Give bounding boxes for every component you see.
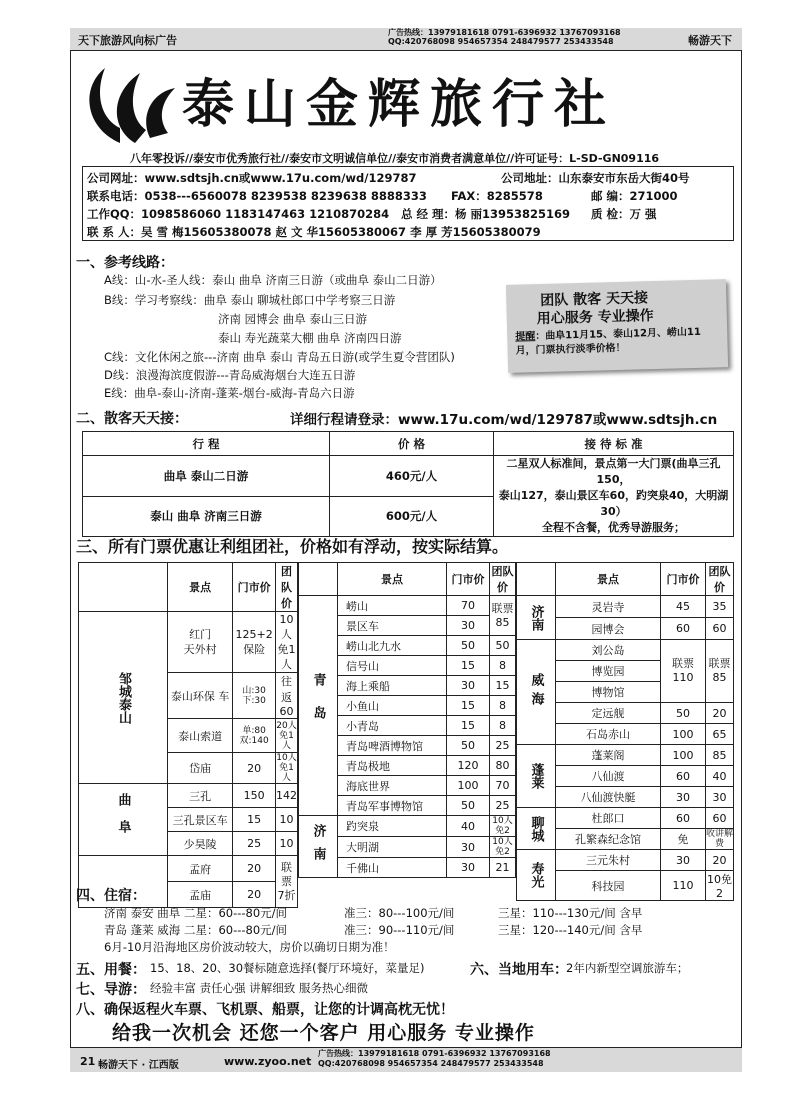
tl-name-6: 少昊陵 xyxy=(168,832,233,856)
region-penglai-label: 蓬莱 xyxy=(528,763,544,789)
magazine-name: 畅游天下 · 江西版 xyxy=(98,1060,179,1071)
tm-name-4: 海上乘船 xyxy=(338,676,447,696)
tr-price-2: 联票 110 xyxy=(661,640,706,703)
tr-name-5: 定远舰 xyxy=(556,703,661,724)
tm-hd-group: 团队价 xyxy=(490,563,516,596)
section7-heading: 七、导游： xyxy=(76,982,146,998)
tr-name-13: 科技园 xyxy=(556,871,661,901)
tl-name-7: 孟府 xyxy=(168,856,233,882)
tr-price-13: 110 xyxy=(661,871,706,901)
tr-group-10: 60 xyxy=(706,808,734,829)
tr-price-8: 60 xyxy=(661,766,706,787)
region-zou-tai-label: 邹城泰山 xyxy=(116,671,131,724)
accreditation-line: 八年零投诉//泰安市优秀旅行社//泰安市文明诚信单位//泰安市消费者满意单位//许可证号：L-SD-GN09116 xyxy=(130,152,660,165)
tr-group-9: 30 xyxy=(706,787,734,808)
company-fax: FAX：8285578 xyxy=(451,189,543,203)
region-jinan2 xyxy=(517,596,556,640)
lodging-2a: 青岛 蓬莱 威海 二星：60---80元/间 xyxy=(104,923,288,937)
region-qufu xyxy=(79,784,168,856)
tr-price-10: 60 xyxy=(661,808,706,829)
top-banner-left: 天下旅游风向标广告 xyxy=(78,34,177,47)
tr-name-0: 灵岩寺 xyxy=(556,596,661,618)
company-qc: 质 检：万 强 xyxy=(591,207,657,221)
tm-group-13: 21 xyxy=(490,858,516,878)
region-shouguang-label: 寿光 xyxy=(528,862,544,888)
tm-price-0: 70 xyxy=(447,596,490,616)
tr-price-1: 60 xyxy=(661,618,706,640)
company-manager: 总 经 理：杨 丽13953825169 xyxy=(401,207,571,221)
tl-price-1: 山:30 下:30 xyxy=(233,673,276,719)
tr-group-11: 收讲解费 xyxy=(706,829,734,849)
top-ad-line2: QQ:420768098 954657354 248479577 253433548 xyxy=(388,37,614,46)
tm-name-3: 信号山 xyxy=(338,656,447,676)
tm-name-2: 崂山北九水 xyxy=(338,636,447,656)
t1-header-trip: 行 程 xyxy=(83,432,330,456)
tour-price-table xyxy=(82,431,734,537)
tr-name-6: 石岛赤山 xyxy=(556,724,661,745)
tl-price-8: 20 xyxy=(233,882,276,908)
company-info-box xyxy=(82,166,734,241)
tr-group-8: 40 xyxy=(706,766,734,787)
region-liaocheng-label: 聊城 xyxy=(528,815,544,842)
section6-heading: 六、当地用车： xyxy=(470,962,568,978)
route-c: C线：文化休闲之旅---济南 曲阜 泰山 青岛五日游(或学生夏令营团队) xyxy=(104,350,455,364)
tr-group-12: 20 xyxy=(706,850,734,871)
tm-group-7: 25 xyxy=(490,736,516,756)
bottom-ad-line1: 广告热线：13979181618 0791-6396932 13767093168 xyxy=(318,1049,551,1058)
tl-hd-price: 门市价 xyxy=(233,563,276,612)
t1-price-1: 460元/人 xyxy=(330,456,494,497)
tr-name-9: 八仙渡快艇 xyxy=(556,787,661,808)
top-banner xyxy=(70,28,742,50)
promo-tip-text: ：曲阜11月15、泰山12月、崂山11月，门票执行淡季价格！ xyxy=(515,326,702,357)
section4-heading: 四、住宿： xyxy=(76,888,146,904)
region-qufu-label: 曲阜 xyxy=(115,792,131,847)
promo-box xyxy=(506,279,728,373)
route-e: E线：曲阜-泰山-济南-蓬莱-烟台-威海-青岛六日游 xyxy=(104,386,355,400)
tr-price-6: 100 xyxy=(661,724,706,745)
region-weihai-label: 威海 xyxy=(528,673,544,711)
region-jinan xyxy=(299,816,338,878)
vehicle-text: 2年内新型空调旅游车； xyxy=(566,961,689,975)
tm-hd-region xyxy=(299,563,338,596)
t1-standard-line1: 二星双人标准间，景点第一大门票(曲阜三孔150， xyxy=(506,457,721,486)
tm-name-11: 趵突泉 xyxy=(338,816,447,837)
tm-price-12: 30 xyxy=(447,837,490,858)
footer-url[interactable]: www.zyoo.net xyxy=(224,1055,312,1068)
route-a: A线：山-水-圣人线：泰山 曲阜 济南三日游（或曲阜 泰山二日游） xyxy=(104,273,442,287)
tr-name-8: 八仙渡 xyxy=(556,766,661,787)
tr-name-12: 三元朱村 xyxy=(556,850,661,871)
tr-name-4: 博物馆 xyxy=(556,682,661,703)
tm-group-6: 8 xyxy=(490,716,516,736)
tl-price-3: 20 xyxy=(233,753,276,784)
page-number: 21 xyxy=(80,1055,96,1068)
company-website: 公司网址：www.sdtsjh.cn或www.17u.com/wd/129787 xyxy=(87,171,417,185)
t1-trip-1: 曲阜 泰山二日游 xyxy=(83,456,330,497)
tm-name-8: 青岛极地 xyxy=(338,756,447,776)
tm-hd-name: 景点 xyxy=(338,563,447,596)
tm-group-9: 70 xyxy=(490,776,516,796)
t1-standard-line2: 泰山127，泰山景区车60，趵突泉40，大明湖30） xyxy=(498,489,729,518)
tr-price-7: 100 xyxy=(661,745,706,766)
tm-hd-price: 门市价 xyxy=(447,563,490,596)
tl-hd-group: 团队价 xyxy=(276,563,298,612)
tr-price-11: 免 xyxy=(661,829,706,850)
lodging-note: 6月-10月沿海地区房价波动较大，房价以确切日期为准！ xyxy=(104,940,395,954)
tm-price-13: 30 xyxy=(447,858,490,878)
lodging-2c: 三星：120---140元/间 含早 xyxy=(498,923,643,937)
tr-price-0: 45 xyxy=(661,596,706,618)
tl-price-0: 125+2 保险 xyxy=(233,612,276,673)
tr-price-5: 50 xyxy=(661,703,706,724)
swirl-logo-icon xyxy=(80,58,180,148)
ticket-table-middle xyxy=(298,562,516,878)
tm-name-12: 大明湖 xyxy=(338,837,447,858)
company-phone: 联系电话：0538---6560078 8239538 8239638 8888333 xyxy=(87,189,427,203)
region-qingdao-label: 青岛 xyxy=(310,672,326,739)
section5-heading: 五、用餐： xyxy=(76,962,146,978)
tl-name-3: 岱庙 xyxy=(168,753,233,784)
tl-group-4: 142 xyxy=(276,784,298,808)
tm-price-7: 50 xyxy=(447,736,490,756)
tl-name-2: 泰山索道 xyxy=(168,719,233,753)
t1-standard-line3: 全程不含餐，优秀导游服务； xyxy=(542,521,685,534)
t1-standard xyxy=(494,456,734,537)
section2-detail: 详细行程请登录：www.17u.com/wd/129787或www.sdtsjh.cn xyxy=(290,412,718,428)
tm-price-1: 30 xyxy=(447,616,490,636)
guide-text: 经验丰富 责任心强 讲解细致 服务热心细微 xyxy=(150,981,368,995)
tl-name-5: 三孔景区车 xyxy=(168,808,233,832)
tl-name-8: 孟庙 xyxy=(168,882,233,908)
tm-name-10: 青岛军事博物馆 xyxy=(338,796,447,816)
tr-group-6: 65 xyxy=(706,724,734,745)
tr-name-2: 刘公岛 xyxy=(556,640,661,661)
tr-group-0: 35 xyxy=(706,596,734,618)
tr-group-5: 20 xyxy=(706,703,734,724)
tl-price-4: 150 xyxy=(233,784,276,808)
tm-price-2: 50 xyxy=(447,636,490,656)
tr-name-11: 孔繁森纪念馆 xyxy=(556,829,661,850)
t1-trip-2: 泰山 曲阜 济南三日游 xyxy=(83,496,330,537)
tl-group-5: 10 xyxy=(276,808,298,832)
tm-price-3: 15 xyxy=(447,656,490,676)
tl-name-1: 泰山环保 车 xyxy=(168,673,233,719)
tr-hd-region xyxy=(517,563,556,596)
section3-heading: 三、所有门票优惠让利组团社，价格如有浮动，按实际结算。 xyxy=(76,537,509,556)
t1-header-standard: 接 待 标 准 xyxy=(494,432,734,456)
tm-group-11: 10人免2 xyxy=(490,816,516,837)
route-b3: 泰山 寿光蔬菜大棚 曲阜 济南四日游 xyxy=(218,331,402,345)
tm-name-5: 小鱼山 xyxy=(338,696,447,716)
tm-group-8: 80 xyxy=(490,756,516,776)
region-jinan-label: 济南 xyxy=(310,823,326,870)
section8-heading: 八、确保返程火车票、飞机票、船票，让您的计调高枕无忧！ xyxy=(76,1002,454,1018)
tl-group-1: 往返60 xyxy=(276,673,298,719)
tl-hd-region xyxy=(79,563,168,612)
agency-title: 泰山金辉旅行社 xyxy=(182,74,617,135)
tm-price-5: 15 xyxy=(447,696,490,716)
tl-group-3: 10人 免1人 xyxy=(276,753,297,783)
top-banner-right: 畅游天下 xyxy=(688,34,732,47)
lodging-1a: 济南 泰安 曲阜 二星：60---80元/间 xyxy=(104,906,288,920)
tr-name-1: 园博会 xyxy=(556,618,661,640)
t1-price-2: 600元/人 xyxy=(330,496,494,537)
tm-group-4: 15 xyxy=(490,676,516,696)
tl-name-4: 三孔 xyxy=(168,784,233,808)
region-zou-tai xyxy=(79,612,168,784)
region-qingdao xyxy=(299,596,338,816)
t1-header-price: 价 格 xyxy=(330,432,494,456)
tl-group-0: 10人 免1人 xyxy=(277,613,296,671)
tm-name-7: 青岛啤酒博物馆 xyxy=(338,736,447,756)
promo-tip xyxy=(515,325,721,358)
tm-price-10: 50 xyxy=(447,796,490,816)
tl-price-6: 25 xyxy=(233,832,276,856)
tr-group-13: 10免2 xyxy=(706,871,734,901)
tm-group-12: 10人免2 xyxy=(490,837,516,858)
ticket-table-left xyxy=(78,562,298,908)
promo-line1: 团队 散客 天天接 xyxy=(540,290,649,309)
tr-name-10: 杜郎口 xyxy=(556,808,661,829)
section1-heading: 一、参考线路： xyxy=(76,255,174,271)
tr-price-9: 30 xyxy=(661,787,706,808)
tl-price-7: 20 xyxy=(233,856,276,882)
route-d: D线：浪漫海滨度假游---青岛威海烟台大连五日游 xyxy=(104,368,356,382)
tr-group-7: 85 xyxy=(706,745,734,766)
tm-name-1: 景区车 xyxy=(338,616,447,636)
tm-price-6: 15 xyxy=(447,716,490,736)
region-weihai xyxy=(517,640,556,745)
meal-text: 15、18、20、30餐标随意选择(餐厅环境好，菜量足) xyxy=(150,961,425,975)
tl-price-2: 单:80 双:140 xyxy=(233,719,276,753)
company-address: 公司地址：山东泰安市东岳大街40号 xyxy=(501,171,690,185)
tl-price-5: 15 xyxy=(233,808,276,832)
slogan: 给我一次机会 还您一个客户 用心服务 专业操作 xyxy=(112,1022,535,1044)
tl-group-6: 10 xyxy=(276,832,298,856)
region-shouguang xyxy=(517,850,556,901)
tr-name-7: 蓬莱阁 xyxy=(556,745,661,766)
tl-hd-name: 景点 xyxy=(168,563,233,612)
tr-group-1: 60 xyxy=(706,618,734,640)
region-liaocheng xyxy=(517,808,556,850)
promo-tip-label: 提醒 xyxy=(515,331,536,343)
lodging-1b: 准三：80---100元/间 xyxy=(344,906,455,920)
route-b2: 济南 园博会 曲阜 泰山三日游 xyxy=(218,312,367,326)
tl-group-2: 20人 免1人 xyxy=(276,720,297,751)
tm-name-9: 海底世界 xyxy=(338,776,447,796)
tl-name-0: 红门 天外村 xyxy=(168,612,233,673)
tr-group-2: 联票 85 xyxy=(706,640,734,703)
top-ad-line1: 广告热线：13979181618 0791-6396932 13767093168 xyxy=(388,28,621,37)
region-penglai xyxy=(517,745,556,808)
tr-hd-price: 门市价 xyxy=(661,563,706,596)
tm-price-11: 40 xyxy=(447,816,490,837)
tr-hd-name: 景点 xyxy=(556,563,661,596)
company-contacts: 联 系 人：吴 雪 梅15605380078 赵 文 华15605380067 李 厚 芳15605380079 xyxy=(87,225,541,239)
tm-price-8: 120 xyxy=(447,756,490,776)
tm-group-0: 联票 85 xyxy=(490,596,516,636)
tr-hd-group: 团队价 xyxy=(706,563,734,596)
tm-group-3: 8 xyxy=(490,656,516,676)
ticket-table-right xyxy=(516,562,734,901)
tm-name-13: 千佛山 xyxy=(338,858,447,878)
route-b: B线：学习考察线：曲阜 泰山 聊城杜郎口中学考察三日游 xyxy=(104,293,396,307)
tm-group-5: 8 xyxy=(490,696,516,716)
tm-price-4: 30 xyxy=(447,676,490,696)
tr-name-3: 博览园 xyxy=(556,661,661,682)
company-qq: 工作QQ：1098586060 1183147463 1210870284 xyxy=(87,207,390,221)
promo-line2: 用心服务 专业操作 xyxy=(536,308,654,328)
tr-price-12: 30 xyxy=(661,850,706,871)
tl-group-7: 联票 7折 xyxy=(276,856,298,908)
section2-heading: 二、散客天天接： xyxy=(76,411,188,427)
region-jinan2-label: 济南 xyxy=(528,604,544,631)
bottom-ad-line2: QQ:420768098 954657354 248479577 253433548 xyxy=(318,1059,544,1068)
tm-name-0: 崂山 xyxy=(338,596,447,616)
lodging-1c: 三星：110---130元/间 含早 xyxy=(498,906,643,920)
company-postcode: 邮 编：271000 xyxy=(591,189,678,203)
tm-group-10: 25 xyxy=(490,796,516,816)
tm-name-6: 小青岛 xyxy=(338,716,447,736)
tm-price-9: 100 xyxy=(447,776,490,796)
tm-group-2: 50 xyxy=(490,636,516,656)
lodging-2b: 准三：90---110元/间 xyxy=(344,923,455,937)
